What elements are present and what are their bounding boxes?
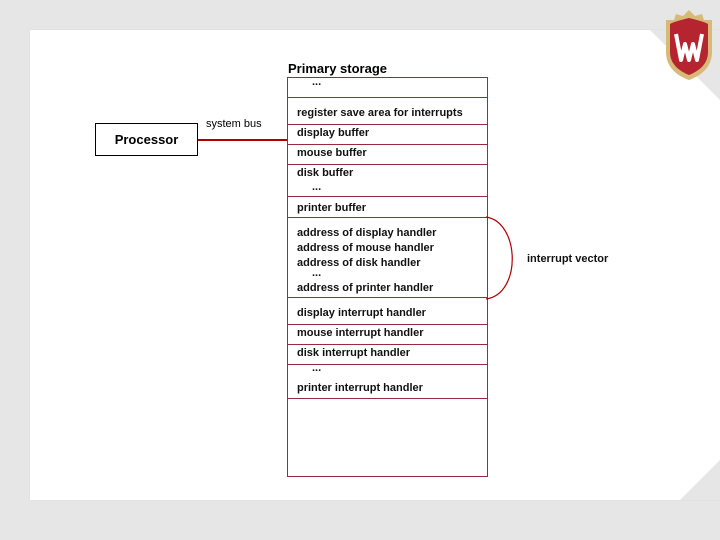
display-interrupt-handler-label: display interrupt handler bbox=[297, 307, 426, 319]
ellipsis-buffers: ... bbox=[312, 181, 322, 193]
disk-interrupt-handler-label: disk interrupt handler bbox=[297, 347, 411, 359]
ellipsis-handlers: ... bbox=[312, 362, 322, 374]
ellipsis-top: ... bbox=[312, 76, 322, 88]
primary-storage-title: Primary storage bbox=[288, 61, 387, 76]
system-bus-line bbox=[198, 139, 288, 141]
address-printer-handler-label: address of printer handler bbox=[297, 282, 434, 294]
interrupt-vector-bracket bbox=[486, 216, 526, 300]
uw-crest-icon bbox=[662, 8, 716, 82]
system-bus-label: system bus bbox=[206, 118, 262, 130]
mouse-interrupt-handler-label: mouse interrupt handler bbox=[297, 327, 424, 339]
mouse-buffer-label: mouse buffer bbox=[297, 147, 367, 159]
printer-buffer-label: printer buffer bbox=[297, 202, 367, 214]
address-mouse-handler-label: address of mouse handler bbox=[297, 242, 434, 254]
display-buffer-label: display buffer bbox=[297, 127, 370, 139]
address-display-handler-label: address of display handler bbox=[297, 227, 437, 239]
register-save-area-label: register save area for interrupts bbox=[297, 107, 463, 119]
ellipsis-vector: ... bbox=[312, 267, 322, 279]
interrupt-vector-label: interrupt vector bbox=[527, 253, 609, 265]
printer-interrupt-handler-label: printer interrupt handler bbox=[297, 382, 423, 394]
processor-box bbox=[95, 123, 198, 156]
processor-label: Processor bbox=[114, 132, 179, 147]
address-disk-handler-label: address of disk handler bbox=[297, 257, 421, 269]
disk-buffer-label: disk buffer bbox=[297, 167, 354, 179]
